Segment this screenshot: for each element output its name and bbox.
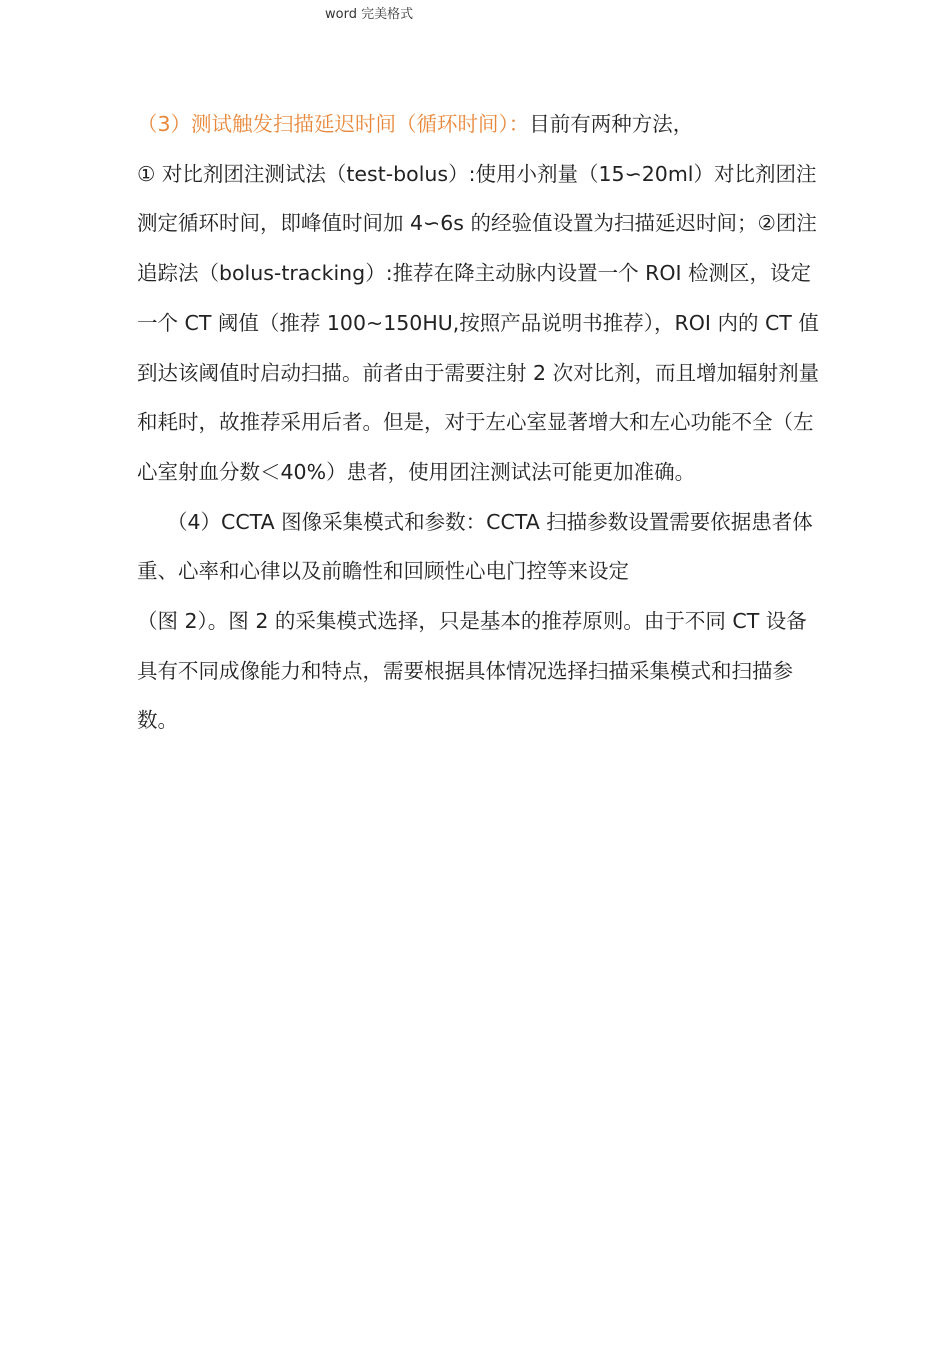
paragraph-3 bbox=[137, 100, 827, 498]
paragraph-4-part-2: （图 2）。图 2 的采集模式选择，只是基本的推荐原则。由于不同 CT 设备具有不同成像能力和特点，需要根据具体情况选择扫描采集模式和扫描参数。 bbox=[137, 609, 807, 733]
paragraph-4-part-1: （4）CCTA 图像采集模式和参数：CCTA 扫描参数设置需要依据患者体重、心率和心律以及前瞻性和回顾性心电门控等来设定 bbox=[137, 509, 813, 584]
paragraph-3-lead: 目前有两种方法， bbox=[529, 112, 694, 136]
document-body bbox=[137, 100, 827, 746]
header-note: word 完美格式 bbox=[325, 7, 414, 22]
paragraph-3-body: ① 对比剂团注测试法（test-bolus）:使用小剂量（15∽20ml）对比剂团注测定循环时间，即峰值时间加 4∽6s 的经验值设置为扫描延迟时间；②团注追踪法（bolus-tracking）:推荐在降主动脉内设置一个 ROI 检测区，设定一个 CT 阈值（推荐 100~150HU,按照产品说明书推荐），ROI 内的 CT 值到达该阈值时启动扫描。前者由于需要注射 2 次对比剂，而且增加辐射剂量和耗时，故推荐采用后者。但是，对于左心室显著增大和左心功能不全（左心室射血分数＜40%）患者，使用团注测试法可能更加准确。 bbox=[137, 161, 820, 484]
paragraph-3-heading: （3）测试触发扫描延迟时间（循环时间）： bbox=[137, 112, 530, 136]
